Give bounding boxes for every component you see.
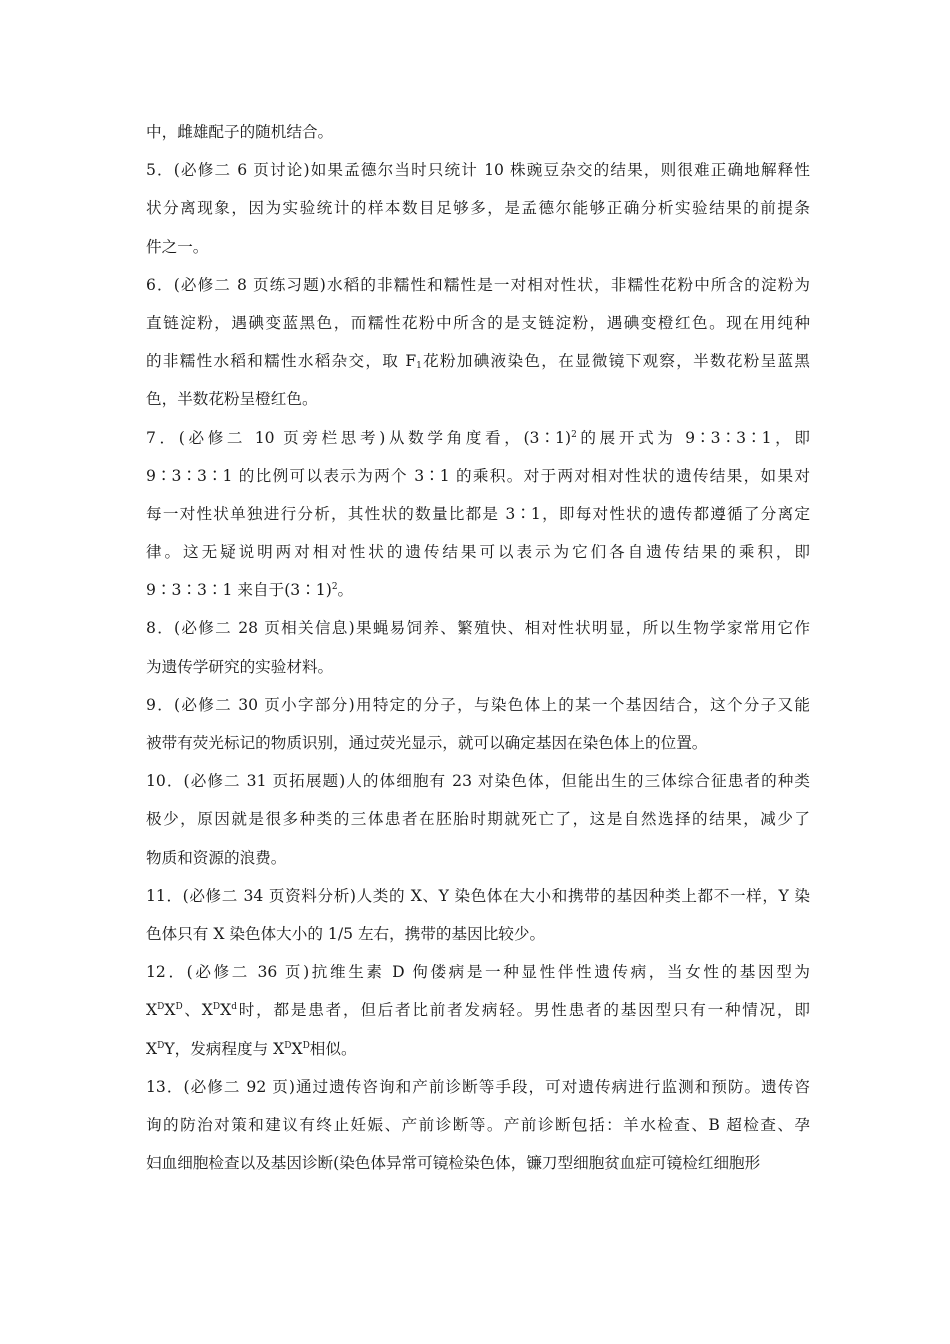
- text-line: [146, 1144, 810, 1182]
- paragraph-p13: [146, 1068, 810, 1183]
- text-run: 中，雌雄配子的随机结合。: [146, 123, 334, 141]
- text-run: 5．(必修二 6 页讨论)如果孟德尔当时只统计 10 株豌豆杂交的结果，则很难正确地解释性: [146, 161, 810, 180]
- text-line: [146, 915, 810, 953]
- text-line: [146, 686, 810, 724]
- text-line: [146, 495, 810, 533]
- subscript: 1: [416, 361, 422, 372]
- text-line: [146, 800, 810, 838]
- text-line: [146, 342, 810, 380]
- superscript: D: [302, 1040, 310, 1051]
- text-line: [146, 1106, 810, 1144]
- text-run: 相似。: [309, 1039, 357, 1058]
- text-run: 11．(必修二 34 页资料分析)人类的 X、Y 染色体在大小和携带的基因种类上都不一样，Y 染: [146, 886, 810, 905]
- paragraph-p4-tail: [146, 113, 810, 151]
- superscript: 2: [571, 429, 577, 440]
- paragraph-p10: [146, 762, 810, 877]
- text-run: 每一对性状单独进行分析，其性状的数量比都是 3∶1，即每对性状的遗传都遵循了分离定: [146, 504, 810, 523]
- text-line: [146, 189, 810, 227]
- text-line: [146, 457, 810, 495]
- text-line: [146, 724, 810, 762]
- text-line: [146, 533, 810, 571]
- text-run: 妇血细胞检查以及基因诊断(染色体异常可镜检染色体，镰刀型细胞贫血症可镜检红细胞形: [146, 1154, 761, 1173]
- text-run: 询的防治对策和建议有终止妊娠、产前诊断等。产前诊断包括：羊水检查、B 超检查、孕: [146, 1115, 810, 1134]
- text-line: [146, 228, 810, 266]
- text-line: [146, 648, 810, 686]
- text-line: [146, 839, 810, 877]
- text-run: 物质和资源的浪费。: [146, 848, 287, 867]
- text-line: [146, 266, 810, 304]
- text-line: [146, 762, 810, 800]
- text-run: X: [146, 1039, 158, 1058]
- superscript: D: [175, 1002, 183, 1013]
- text-run: 9∶3∶3∶1 来自于(3∶1): [146, 581, 332, 600]
- text-run: X: [164, 1001, 176, 1020]
- text-line: [146, 113, 810, 151]
- paragraph-p6: [146, 266, 810, 419]
- superscript: 2: [331, 582, 338, 593]
- text-run: 时，都是患者，但后者比前者发病轻。男性患者的基因型只有一种情况，即: [237, 1001, 810, 1020]
- paragraph-p9: [146, 686, 810, 762]
- text-run: 状分离现象，因为实验统计的样本数目足够多，是孟德尔能够正确分析实验结果的前提条: [146, 199, 810, 218]
- text-line: [146, 877, 810, 915]
- text-line: [146, 304, 810, 342]
- text-run: 10．(必修二 31 页拓展题)人的体细胞有 23 对染色体，但能出生的三体综合征患者的种类: [146, 772, 810, 791]
- text-line: [146, 991, 810, 1029]
- text-line: [146, 380, 810, 418]
- text-run: 12．(必修二 36 页)抗维生素 D 佝偻病是一种显性伴性遗传病，当女性的基因型为: [146, 963, 810, 982]
- text-run: 为遗传学研究的实验材料。: [146, 657, 334, 676]
- text-run: 7．(必修二 10 页旁栏思考)从数学角度看，(3∶1): [146, 428, 572, 447]
- text-line: [146, 609, 810, 647]
- superscript: d: [231, 1002, 237, 1013]
- superscript: D: [212, 1002, 221, 1013]
- text-run: 的展开式为 9∶3∶3∶1，即: [576, 428, 810, 447]
- paragraph-p7: [146, 419, 810, 610]
- text-run: Y，发病程度与 X: [164, 1039, 285, 1058]
- text-run: 6．(必修二 8 页练习题)水稻的非糯性和糯性是一对相对性状，非糯性花粉中所含的淀粉为: [146, 275, 810, 294]
- text-run: 花粉加碘液染色，在显微镜下观察，半数花粉呈蓝黑: [421, 352, 810, 371]
- paragraph-p5: [146, 151, 810, 266]
- text-run: X: [291, 1039, 303, 1058]
- text-run: 的非糯性水稻和糯性水稻杂交，取 F: [146, 352, 417, 371]
- superscript: D: [157, 1040, 165, 1051]
- text-run: 9．(必修二 30 页小字部分)用特定的分子，与染色体上的某一个基因结合，这个分子又能: [146, 695, 810, 714]
- superscript: D: [157, 1002, 165, 1013]
- text-line: [146, 1068, 810, 1106]
- text-run: 被带有荧光标记的物质识别，通过荧光显示，就可以确定基因在染色体上的位置。: [146, 734, 708, 752]
- text-line: [146, 1030, 810, 1068]
- text-run: X: [146, 1001, 158, 1020]
- paragraph-p12: [146, 953, 810, 1068]
- text-run: 极少，原因就是很多种类的三体患者在胚胎时期就死亡了，这是自然选择的结果，减少了: [146, 810, 810, 829]
- text-line: [146, 953, 810, 991]
- text-run: 色，半数花粉呈橙红色。: [146, 390, 318, 409]
- text-run: 件之一。: [146, 237, 209, 256]
- text-run: 13．(必修二 92 页)通过遗传咨询和产前诊断等手段，可对遗传病进行监测和预防。遗传咨: [146, 1077, 810, 1096]
- text-run: X: [220, 1001, 232, 1020]
- document-page: [146, 113, 810, 1182]
- text-run: 、X: [182, 1001, 213, 1020]
- text-run: 色体只有 X 染色体大小的 1/5 左右，携带的基因比较少。: [146, 924, 546, 943]
- text-run: 8．(必修二 28 页相关信息)果蝇易饲养、繁殖快、相对性状明显，所以生物学家常用它作: [146, 619, 810, 638]
- text-run: 。: [337, 581, 354, 600]
- text-run: 9∶3∶3∶1 的比例可以表示为两个 3∶1 的乘积。对于两对相对性状的遗传结果，如果对: [146, 466, 810, 485]
- paragraph-p11: [146, 877, 810, 953]
- text-run: 律。这无疑说明两对相对性状的遗传结果可以表示为它们各自遗传结果的乘积，即: [146, 543, 810, 562]
- paragraph-p8: [146, 609, 810, 685]
- text-line: [146, 151, 810, 189]
- superscript: D: [284, 1040, 292, 1051]
- text-run: 直链淀粉，遇碘变蓝黑色，而糯性花粉中所含的是支链淀粉，遇碘变橙红色。现在用纯种: [146, 313, 810, 332]
- text-line: [146, 419, 810, 457]
- text-line: [146, 571, 810, 609]
